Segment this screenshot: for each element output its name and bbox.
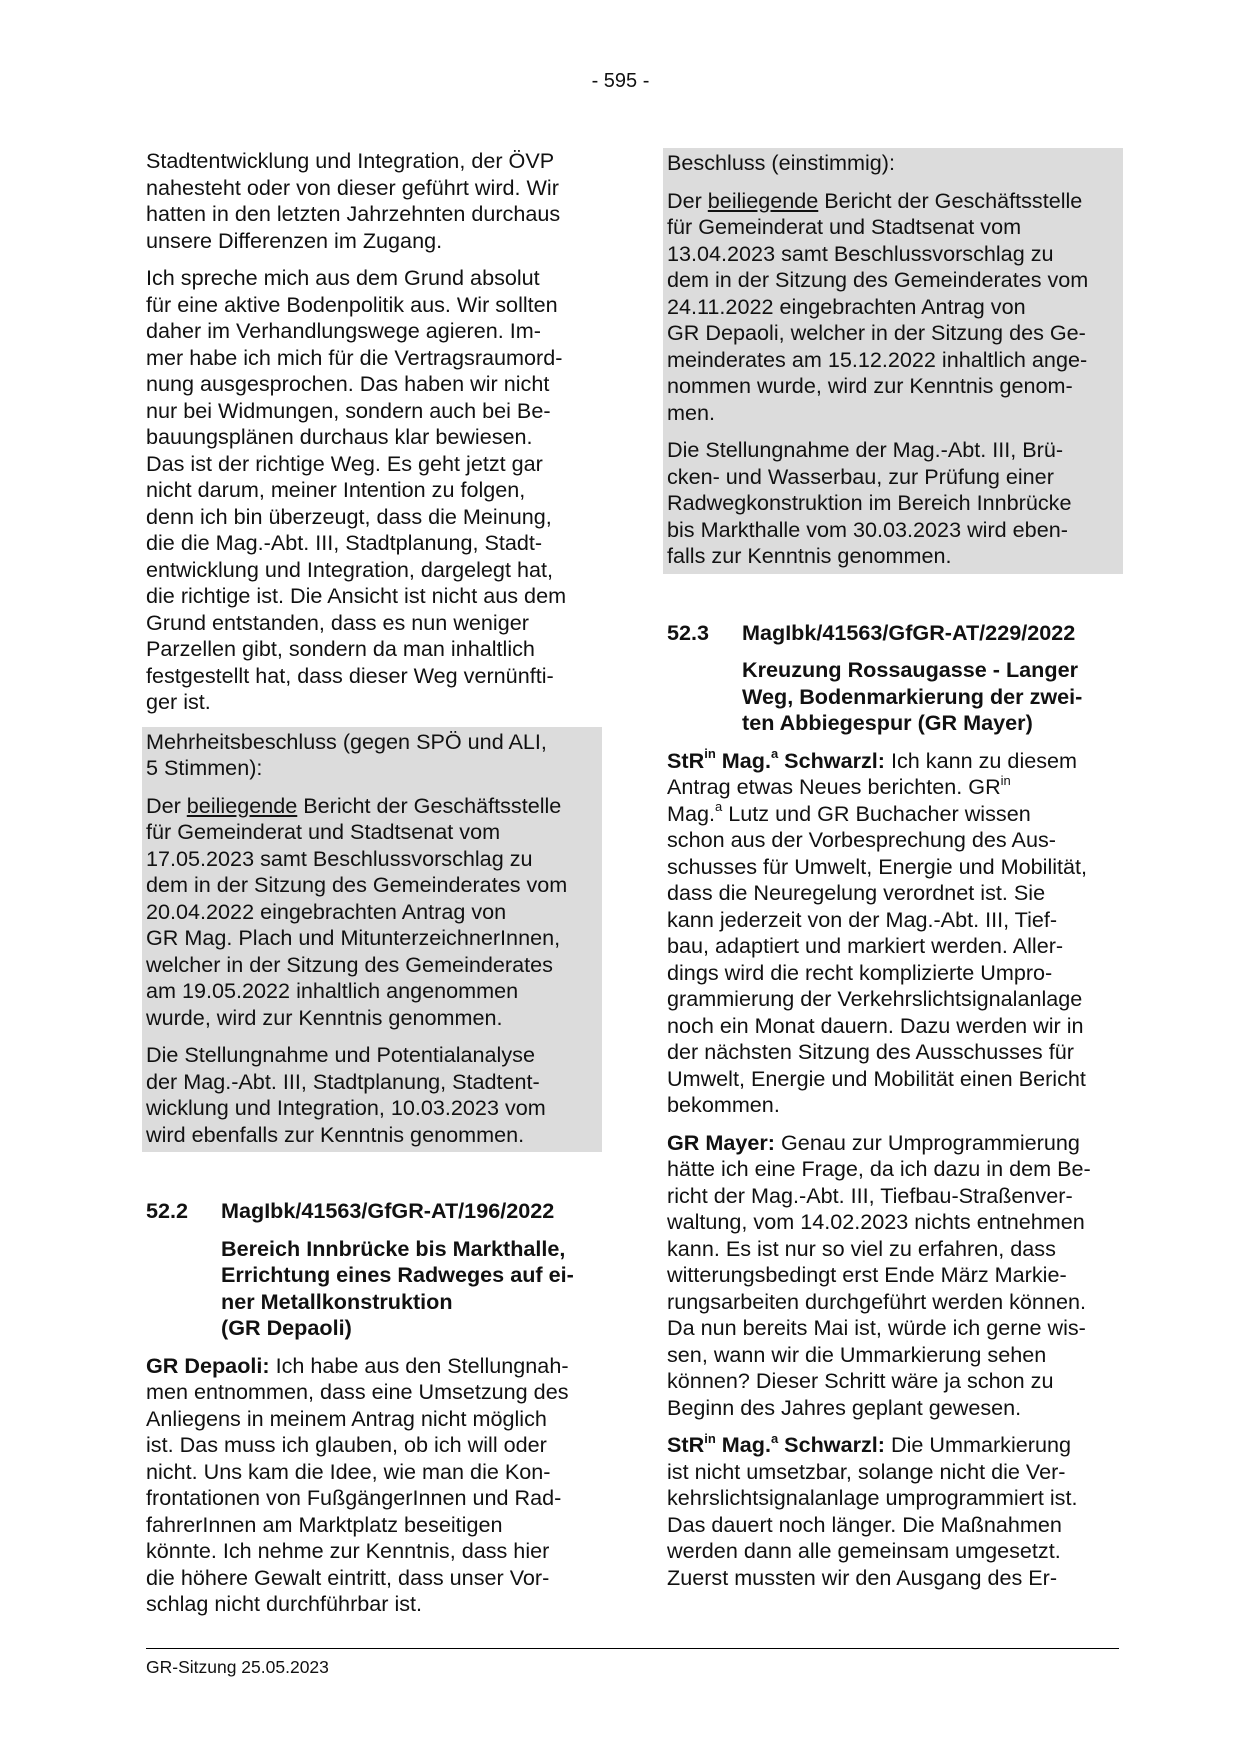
text-line: am 19.05.2022 inhaltlich angenommen bbox=[146, 978, 519, 1003]
speech-paragraph: StR$^{in}$ Mag.$^a$ Schwarzl: Die Ummarkierung ist nicht umsetzbar, solange nicht die Ver- kehrslichtsignalanlage umprogrammiert ist. Das dauert noch länger. Die Maßnahmen werden dann alle gemeinsam umgesetzt. Zuerst mussten wir den Ausgang des Er- bbox=[667, 1432, 1119, 1591]
footer-text: GR-Sitzung 25.05.2023 bbox=[146, 1657, 329, 1677]
text-line: Weg, Bodenmarkierung der zwei- bbox=[742, 683, 1083, 709]
paragraph bbox=[146, 148, 598, 254]
text-line: denn ich bin überzeugt, dass die Meinung, bbox=[146, 503, 552, 529]
text-line: Da nun bereits Mai ist, würde ich gerne wis- bbox=[667, 1315, 1086, 1340]
text-line: schlag nicht durchführbar ist. bbox=[146, 1591, 423, 1616]
decision-box bbox=[142, 727, 602, 1153]
speaker-name: StR$^{in}$ Mag.$^a$ Schwarzl: bbox=[667, 746, 885, 773]
text-line: hatten in den letzten Jahrzehnten durchaus bbox=[146, 201, 561, 226]
text-line: unsere Differenzen im Zugang. bbox=[146, 227, 443, 253]
text-line: Ich spreche mich aus dem Grund absolut bbox=[146, 265, 540, 290]
text-line: meinderates am 15.12.2022 inhaltlich ange- bbox=[667, 346, 1088, 372]
speaker-name: GR Depaoli: bbox=[146, 1352, 270, 1378]
text-line: nicht darum, meiner Intention zu folgen, bbox=[146, 477, 526, 502]
section-code: MagIbk/41563/GfGR-AT/196/2022 bbox=[221, 1198, 555, 1223]
text-line: Das dauert noch länger. Die Maßnahmen bbox=[667, 1511, 1062, 1537]
text-line: (GR Depaoli) bbox=[221, 1315, 352, 1340]
section-number: 52.3 bbox=[667, 619, 710, 645]
text-line: dem in der Sitzung des Gemeinderates vom bbox=[667, 267, 1089, 292]
text-line: nicht. Uns kam die Idee, wie man die Kon- bbox=[146, 1458, 551, 1484]
text-line: men. bbox=[667, 399, 716, 425]
text-line: rungsarbeiten durchgeführt werden können. bbox=[667, 1288, 1086, 1314]
underlined-word: beiliegende bbox=[707, 187, 819, 213]
speech-paragraph: GR Mayer: Genau zur Umprogrammierung hätte ich eine Frage, da ich dazu in dem Be- richt der Mag.-Abt. III, Tiefbau-Straßenver- waltung, vom 14.02.2023 nichts entnehmen kann. Es ist nur so viel zu erfahren, dass witterungsbedingt erst Ende März Markie- rungsarbeiten durchgeführt werden können. Da nun bereits Mai ist, würde ich gerne wis- sen, wann wir die Ummarkierung sehen können? Dieser Schritt wäre ja schon zu Beginn des Jahres geplant gewesen. bbox=[667, 1130, 1119, 1422]
speech-paragraph: GR Depaoli: Ich habe aus den Stellungnah- men entnommen, dass eine Umsetzung des Anliegens in meinem Antrag nicht möglich ist. Das muss ich glauben, ob ich will oder nicht. Uns kam die Idee, wie man die Kon- frontationen von FußgängerInnen und Rad- fahrerInnen am Marktplatz beseitigen könnte. Ich nehme zur Kenntnis, dass hier die höhere Gewalt eintritt, dass unser Vor- schlag nicht durchführbar ist. bbox=[146, 1353, 598, 1618]
decision-text bbox=[146, 1042, 598, 1148]
speaker-name: GR Mayer: bbox=[667, 1129, 776, 1155]
left-column bbox=[146, 148, 598, 1629]
text-line: Anliegens in meinem Antrag nicht möglich bbox=[146, 1405, 547, 1431]
section-code: MagIbk/41563/GfGR-AT/229/2022 bbox=[742, 619, 1076, 645]
text-line: nur bei Widmungen, sondern auch bei Be- bbox=[146, 397, 551, 423]
text-line: entwicklung und Integration, dargelegt hat, bbox=[146, 556, 553, 582]
text-line: GR Mag. Plach und MitunterzeichnerInnen, bbox=[146, 925, 561, 950]
text-line: Errichtung eines Radweges auf ei- bbox=[221, 1262, 574, 1287]
text-line: wicklung und Integration, 10.03.2023 vom bbox=[146, 1095, 546, 1120]
text-line: 20.04.2022 eingebrachten Antrag von bbox=[146, 898, 507, 924]
text-line: Mehrheitsbeschluss (gegen SPÖ und ALI, bbox=[146, 728, 547, 754]
text-line: hätte ich eine Frage, da ich dazu in dem Be- bbox=[667, 1156, 1091, 1181]
decision-text: Der beiliegende Bericht der Geschäftsstelle für Gemeinderat und Stadtsenat vom 13.04.2023 samt Beschlussvorschlag zu dem in der Sitzung des Gemeinderates vom 24.11.2022 eingebrachten Antrag von GR Depaoli, welcher in der Sitzung des Ge- meinderates am 15.12.2022 inhaltlich ange- nommen wurde, wird zur Kenntnis genom- men. bbox=[667, 188, 1119, 427]
text-line: kann jederzeit von der Mag.-Abt. III, Tief- bbox=[667, 906, 1058, 932]
section-subject bbox=[742, 657, 1119, 737]
text-line: nahesteht oder von dieser geführt wird. Wir bbox=[146, 174, 559, 200]
text-line: Die Stellungnahme und Potentialanalyse bbox=[146, 1042, 535, 1067]
text-line: für eine aktive Bodenpolitik aus. Wir sollten bbox=[146, 291, 558, 317]
text-line: frontationen von FußgängerInnen und Rad- bbox=[146, 1485, 562, 1510]
text-line: die die Mag.-Abt. III, Stadtplanung, Stadt- bbox=[146, 530, 543, 555]
text-line: richt der Mag.-Abt. III, Tiefbau-Straßenver- bbox=[667, 1182, 1073, 1208]
text-line: der Mag.-Abt. III, Stadtplanung, Stadtent- bbox=[146, 1068, 540, 1094]
text-line: dem in der Sitzung des Gemeinderates vom bbox=[146, 872, 568, 897]
text-line: festgestellt hat, dass dieser Weg vernünfti- bbox=[146, 662, 554, 688]
text-line: können? Dieser Schritt wäre ja schon zu bbox=[667, 1368, 1054, 1393]
text-line: Grund entstanden, dass es nun weniger bbox=[146, 609, 529, 635]
text-line: waltung, vom 14.02.2023 nichts entnehmen bbox=[667, 1209, 1085, 1234]
text-line: werden dann alle gemeinsam umgesetzt. bbox=[667, 1538, 1061, 1563]
text-line: 5 Stimmen): bbox=[146, 755, 263, 780]
text-line: fahrerInnen am Marktplatz beseitigen bbox=[146, 1511, 503, 1537]
text-line: GR Depaoli, welcher in der Sitzung des Ge- bbox=[667, 320, 1086, 345]
text-line: falls zur Kenntnis genommen. bbox=[667, 543, 952, 568]
text-line: die richtige ist. Die Ansicht ist nicht aus dem bbox=[146, 583, 567, 608]
text-line: welcher in der Sitzung des Gemeinderates bbox=[146, 951, 553, 977]
speaker-name: StR$^{in}$ Mag.$^a$ Schwarzl: bbox=[667, 1430, 885, 1457]
text-line: wird ebenfalls zur Kenntnis genommen. bbox=[146, 1121, 525, 1147]
right-column bbox=[667, 148, 1119, 1602]
text-line: daher im Verhandlungswege agieren. Im- bbox=[146, 318, 541, 343]
text-line: schon aus der Vorbesprechung des Aus- bbox=[667, 827, 1056, 852]
section-subject bbox=[221, 1236, 598, 1342]
text-line: Zuerst mussten wir den Ausgang des Er- bbox=[667, 1564, 1058, 1590]
text-line: Das ist der richtige Weg. Es geht jetzt gar bbox=[146, 450, 543, 476]
text-line: schusses für Umwelt, Energie und Mobilität, bbox=[667, 853, 1088, 879]
text-line: dass die Neuregelung verordnet ist. Sie bbox=[667, 880, 1046, 905]
text-line: 24.11.2022 eingebrachten Antrag von bbox=[667, 293, 1026, 319]
page-number: - 595 - bbox=[591, 70, 650, 92]
text-line: für Gemeinderat und Stadtsenat vom bbox=[146, 819, 501, 844]
text-line: cken- und Wasserbau, zur Prüfung einer bbox=[667, 463, 1054, 489]
section-heading bbox=[667, 620, 1119, 647]
text-line: Stadtentwicklung und Integration, der ÖVP bbox=[146, 148, 555, 173]
text-line: men entnommen, dass eine Umsetzung des bbox=[146, 1379, 569, 1404]
text-line: Parzellen gibt, sondern da man inhaltlich bbox=[146, 636, 535, 661]
text-line: ist nicht umsetzbar, solange nicht die Ver- bbox=[667, 1458, 1066, 1484]
text-line: ger ist. bbox=[146, 689, 211, 714]
section-heading bbox=[146, 1198, 598, 1225]
text-line: ten Abbiegespur (GR Mayer) bbox=[742, 710, 1033, 735]
decision-title: Beschluss (einstimmig): bbox=[667, 150, 895, 175]
decision-text: Der beiliegende Bericht der Geschäftsstelle für Gemeinderat und Stadtsenat vom 17.05.2023 samt Beschlussvorschlag zu dem in der Sitzung des Gemeinderates vom 20.04.2022 eingebrachten Antrag von GR Mag. Plach und MitunterzeichnerInnen, welcher in der Sitzung des Gemeinderates am 19.05.2022 inhaltlich angenommen wurde, wird zur Kenntnis genommen. bbox=[146, 793, 598, 1032]
paragraph bbox=[146, 265, 598, 716]
text-line: 13.04.2023 samt Beschlussvorschlag zu bbox=[667, 240, 1054, 266]
text-line: Umwelt, Energie und Mobilität einen Bericht bbox=[667, 1065, 1086, 1091]
text-line: 17.05.2023 samt Beschlussvorschlag zu bbox=[146, 845, 533, 871]
text-line: Beginn des Jahres geplant gewesen. bbox=[667, 1394, 1022, 1420]
text-line: kehrslichtsignalanlage umprogrammiert ist. bbox=[667, 1485, 1078, 1510]
text-line: bauungsplänen durchaus klar bewiesen. bbox=[146, 424, 533, 449]
text-line: die höhere Gewalt eintritt, dass unser Vor- bbox=[146, 1564, 550, 1590]
text-line: bau, adaptiert und markiert werden. Aller- bbox=[667, 933, 1064, 958]
decision-box bbox=[663, 148, 1123, 574]
text-line: Radwegkonstruktion im Bereich Innbrücke bbox=[667, 490, 1072, 515]
text-line: nung ausgesprochen. Das haben wir nicht bbox=[146, 371, 550, 396]
section-number: 52.2 bbox=[146, 1198, 189, 1223]
text-line: für Gemeinderat und Stadtsenat vom bbox=[667, 214, 1022, 239]
text-line: dings wird die recht komplizierte Umpro- bbox=[667, 959, 1053, 985]
text-line: Bereich Innbrücke bis Markthalle, bbox=[221, 1235, 566, 1261]
text-line: ist. Das muss ich glauben, ob ich will oder bbox=[146, 1432, 547, 1457]
decision-text bbox=[667, 437, 1119, 570]
text-line: sen, wann wir die Ummarkierung sehen bbox=[667, 1341, 1047, 1367]
text-line: kann. Es ist nur so viel zu erfahren, dass bbox=[667, 1235, 1056, 1261]
text-line: mer habe ich mich für die Vertragsraumord- bbox=[146, 344, 563, 370]
text-line: nommen wurde, wird zur Kenntnis genom- bbox=[667, 373, 1073, 398]
text-line: Die Stellungnahme der Mag.-Abt. III, Brü- bbox=[667, 437, 1064, 462]
text-line: witterungsbedingt erst Ende März Markie- bbox=[667, 1262, 1067, 1287]
text-line: ner Metallkonstruktion bbox=[221, 1288, 453, 1314]
decision-title bbox=[146, 729, 598, 782]
text-line: Kreuzung Rossaugasse - Langer bbox=[742, 657, 1078, 682]
text-line: bis Markthalle vom 30.03.2023 wird eben- bbox=[667, 516, 1068, 542]
underlined-word: beiliegende bbox=[186, 792, 298, 818]
text-line: könnte. Ich nehme zur Kenntnis, dass hier bbox=[146, 1538, 550, 1563]
speech-paragraph: StR$^{in}$ Mag.$^a$ Schwarzl: Ich kann zu diesem Antrag etwas Neues berichten. $GR^{in}$ Mag.$^a$ Lutz und GR Buchacher wissen schon aus der Vorbesprechung des Aus- schusses für Umwelt, Energie und Mobilität, dass die Neuregelung verordnet ist. Sie kann jederzeit von der Mag.-Abt. III, Tief- bau, adaptiert und markiert werden. Aller- dings wird die recht komplizierte Umpro- grammierung der Verkehrslichtsignalanlage noch ein Monat dauern. Dazu werden wir in der nächsten Sitzung des Ausschusses für Umwelt, Energie und Mobilität einen Bericht bekommen. bbox=[667, 748, 1119, 1119]
text-line: bekommen. bbox=[667, 1092, 780, 1117]
text-line: grammierung der Verkehrslichtsignalanlage bbox=[667, 986, 1083, 1011]
footer-rule bbox=[146, 1648, 1119, 1649]
text-line: der nächsten Sitzung des Ausschusses für bbox=[667, 1039, 1074, 1064]
text-line: wurde, wird zur Kenntnis genommen. bbox=[146, 1004, 503, 1030]
text-line: noch ein Monat dauern. Dazu werden wir in bbox=[667, 1012, 1084, 1038]
